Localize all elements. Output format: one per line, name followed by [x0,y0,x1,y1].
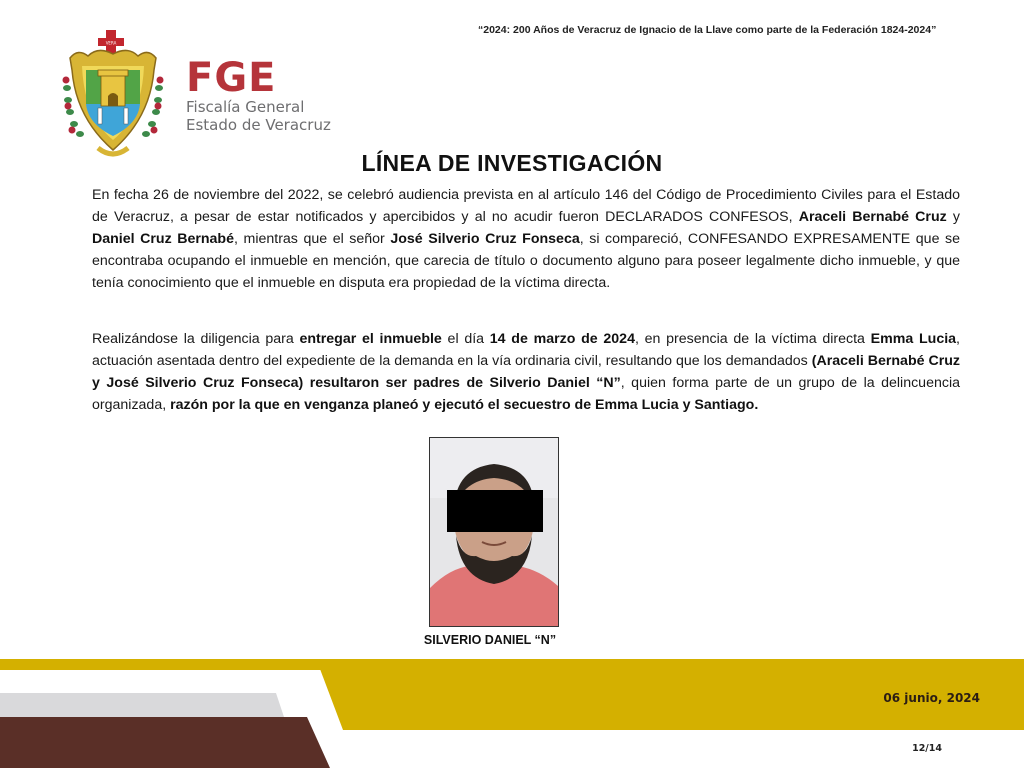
text-segment: y [946,209,960,225]
text-segment: José Silverio Cruz Fonseca [390,231,580,247]
photo-caption: SILVERIO DANIEL “N” [423,633,557,647]
text-segment: , quien forma parte de un grupo de la delincuencia organizada, [92,375,960,413]
page-number: 12/14 [912,743,942,754]
text-segment: , actuación asentada dentro del expediente de la demanda en la vía ordinaria civil, resultando que los demandados [92,331,960,369]
paragraph-2 [92,328,960,416]
censored-person-photo [430,438,558,626]
text-segment: Daniel Cruz Bernabé [92,231,234,247]
brand-line2: Estado de Veracruz [186,116,331,134]
document-title: LÍNEA DE INVESTIGACIÓN [361,150,663,176]
footer-gold-strip [0,659,1024,670]
text-segment: entregar el inmueble [299,331,442,347]
footer-grey-band [0,693,284,717]
text-segment: En fecha 26 de noviembre del 2022, se celebró audiencia prevista en al artículo 146 del Código de Procedimiento Civiles para el Estado de Veracruz, a pesar de estar notificados y apercibidos y al no acudir fueron DECLARADOS CONFESOS, [92,187,960,225]
text-segment: razón por la que en venganza planeó y ejecutó el secuestro de Emma Lucia y Santiago. [170,397,759,413]
motto: “2024: 200 Años de Veracruz de Ignacio de la Llave como parte de la Federación 1824-2024” [478,24,937,36]
suspect-photo [429,437,559,627]
footer-banner [0,655,1024,768]
brand-block [186,55,331,134]
footer-date: 06 junio, 2024 [883,691,980,705]
crest-banner-text: VERA [105,40,117,46]
footer-brown-block [0,717,330,768]
veracruz-coat-of-arms-icon [58,28,168,163]
text-segment: , mientras que el señor [234,231,391,247]
paragraph-1 [92,184,960,294]
text-segment: Emma Lucia [870,331,957,347]
text-segment: (Araceli Bernabé Cruz y José Silverio Cruz Fonseca) resultaron ser padres de Silverio Daniel “N” [92,353,960,391]
text-segment: Araceli Bernabé Cruz [798,209,947,225]
brand-acronym: FGE [186,55,277,101]
text-segment: , si compareció, CONFESANDO EXPRESAMENTE que se encontraba ocupando el inmueble en mención, que carecia de título o documento alguno para poseer legalmente dicho inmueble, y que tenía conocimiento que el inmueble en disputa era propiedad de la víctima directa. [92,231,961,291]
text-segment: , en presencia de la víctima directa [634,331,871,347]
text-segment: Realizándose la diligencia para [92,331,300,347]
brand-line1: Fiscalía General [186,98,305,116]
text-segment: el día [441,331,490,347]
text-segment: 14 de marzo de 2024 [489,331,635,347]
